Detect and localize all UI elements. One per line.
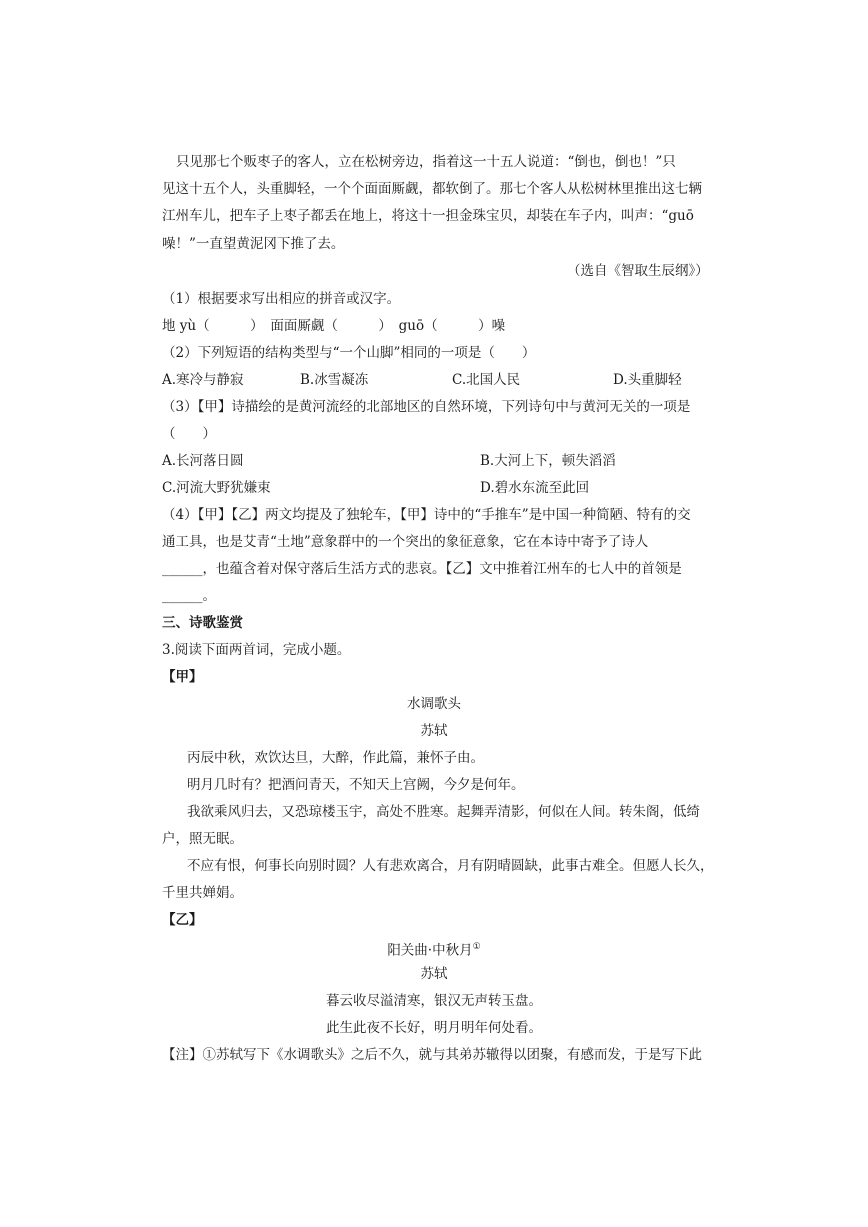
q4-line-2: 通工具，也是艾青“土地”意象群中的一个突出的象征意象，它在本诗中寄予了诗人 [162,534,649,550]
q2-option-c: C.北国人民 [452,372,521,388]
q3-stem: （3）【甲】诗描绘的是黄河流经的北部地区的自然环境，下列诗句中与黄河无关的一项是 [162,399,691,415]
poem-yi-line-2: 此生此夜不长好，明月明年何处看。 [326,1020,542,1036]
poem-jia-preface: 丙辰中秋，欢饮达旦，大醉，作此篇，兼怀子由。 [187,750,484,766]
q1-fill: 地 yù（ ） 面面厮觑（ ） guō（ ）噪 [162,318,506,334]
q3-option-d: D.碧水东流至此回 [480,480,590,496]
footnote-marker: ① [472,942,481,952]
section-intro: 3.阅读下面两首词，完成小题。 [162,642,351,658]
poem-jia-author: 苏轼 [420,723,448,739]
q3-answer-paren: （ ） [162,426,216,442]
poem-jia-line-3: 户，照无眠。 [162,831,243,847]
q2-option-a: A.寒冷与静寂 [162,372,244,388]
q4-line-4: ______。 [162,588,216,604]
passage-line-1: 只见那七个贩枣子的客人，立在松树旁边，指着这一十五人说道：“倒也，倒也！”只 [176,154,676,170]
poem-yi-author: 苏轼 [420,966,448,982]
poem-jia-title: 水调歌头 [407,696,461,712]
poem-yi-line-1: 暮云收尽溢清寒，银汉无声转玉盘。 [326,993,542,1009]
poem-jia-line-2: 我欲乘风归去，又恐琼楼玉宇，高处不胜寒。起舞弄清影，何似在人间。转朱阁，低绮 [187,804,700,820]
passage-line-2: 见这十五个人，头重脚轻，一个个面面厮觑，都软倒了。那七个客人从松树林里推出这七辆 [162,181,702,197]
section-heading: 三、诗歌鉴赏 [162,615,243,631]
q2-option-b: B.冰雪凝冻 [300,372,369,388]
q3-option-a: A.长河落日圆 [162,453,244,469]
q3-option-c: C.河流大野犹嫌束 [162,480,271,496]
q3-option-b: B.大河上下，顿失滔滔 [480,453,616,469]
q4-line-3: ______，也蕴含着对保守落后生活方式的悲哀。【乙】文中推着江州车的七人中的首领是 [162,561,682,577]
passage-source: （选自《智取生辰纲》） [567,263,709,279]
q2-stem: （2）下列短语的结构类型与“一个山脚”相同的一项是（ ） [162,345,536,361]
q1-stem: （1）根据要求写出相应的拼音或汉字。 [162,291,401,307]
poem-yi-tag: 【乙】 [162,912,203,928]
poem-jia-line-4: 不应有恨，何事长向别时圆？人有悲欢离合，月有阴晴圆缺，此事古难全。但愿人长久， [187,858,714,874]
q2-option-d: D.头重脚轻 [613,372,682,388]
q4-line-1: （4）【甲】【乙】两文均提及了独轮车，【甲】诗中的“手推车”是中国一种简陋、特有的交 [162,507,691,523]
passage-line-3: 江州车儿，把车子上枣子都丢在地上，将这十一担金珠宝贝，却装在车子内，叫声：“guō [162,208,694,224]
poem-jia-line-5: 千里共婵娟。 [162,885,243,901]
poem-yi-title-line [0,938,868,960]
footnote: 【注】①苏轼写下《水调歌头》之后不久，就与其弟苏辙得以团聚，有感而发，于是写下此 [162,1047,702,1063]
poem-jia-tag: 【甲】 [162,669,203,685]
passage-line-4: 噪！”一直望黄泥冈下推了去。 [162,236,345,252]
poem-jia-line-1: 明月几时有？把酒问青天，不知天上宫阙，今夕是何年。 [187,777,525,793]
poem-yi-title: 阳关曲·中秋月 [387,942,473,959]
